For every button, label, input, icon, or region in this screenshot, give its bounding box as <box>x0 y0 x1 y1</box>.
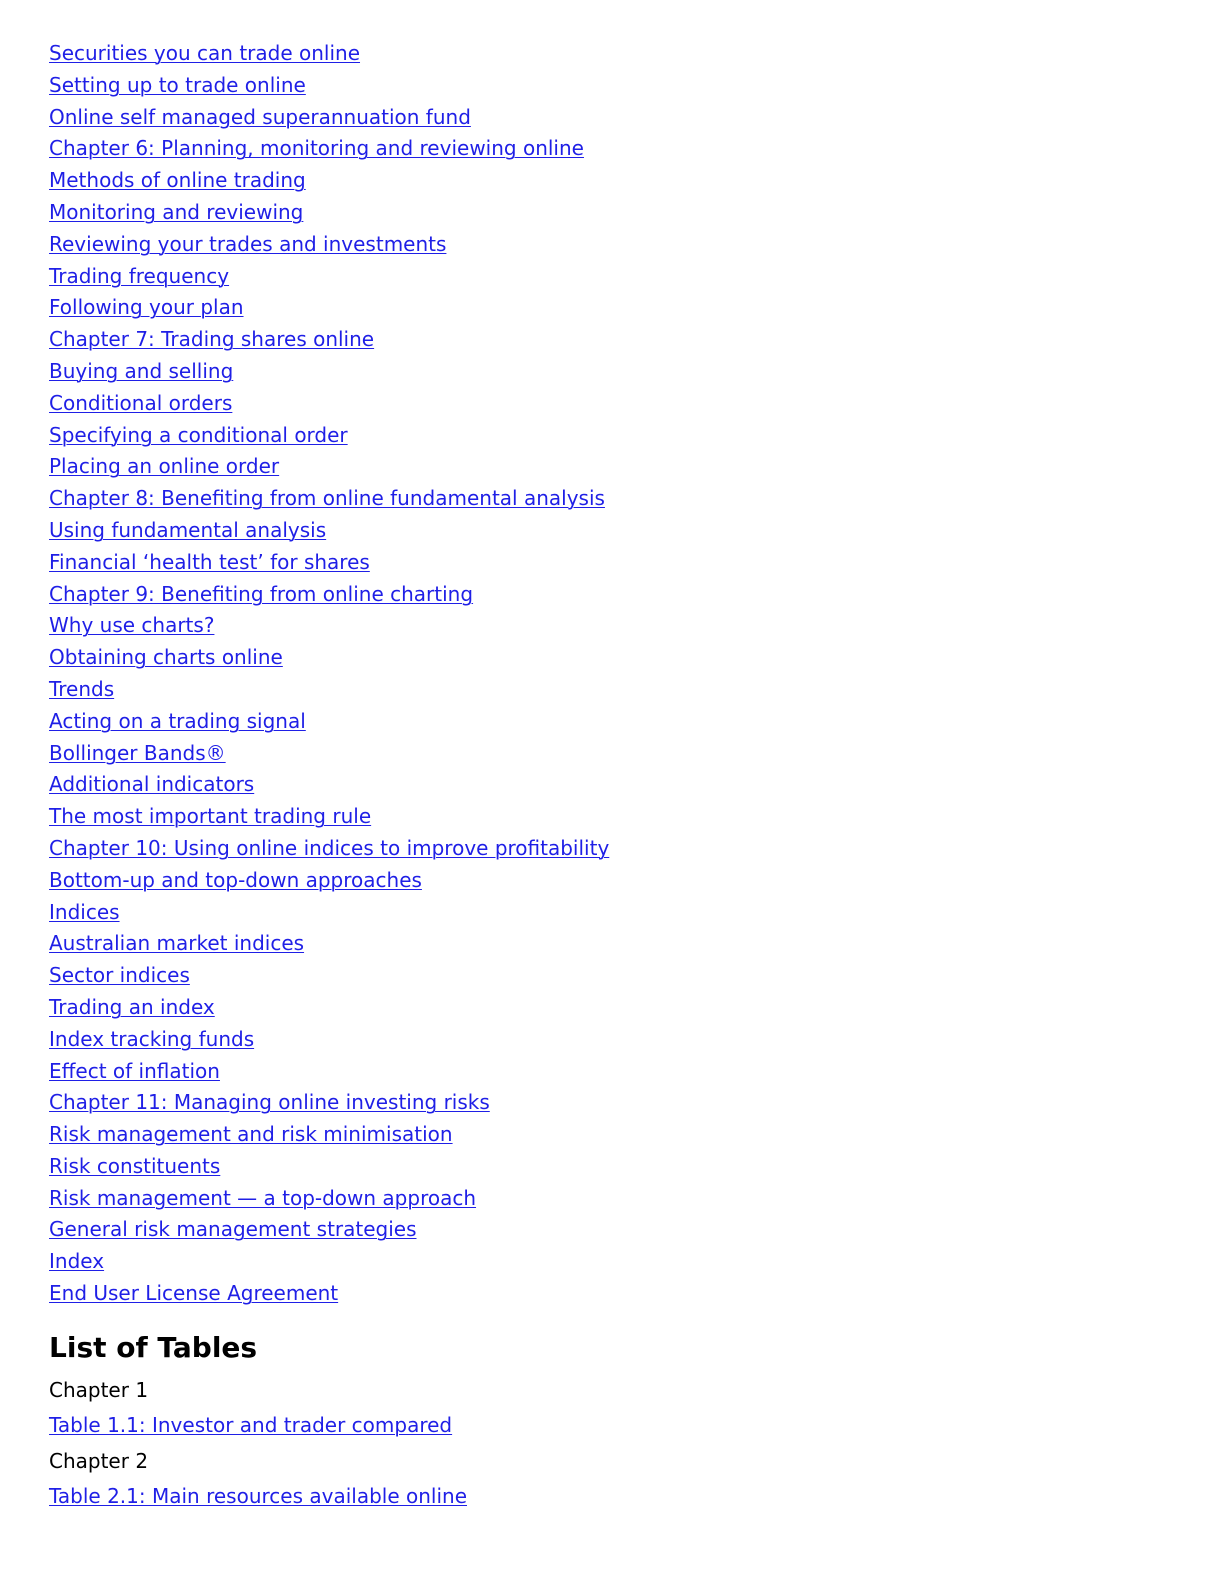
toc-link[interactable]: Chapter 9: Benefiting from online charting <box>49 581 474 606</box>
toc-item <box>49 388 1169 420</box>
toc-item <box>49 769 1169 801</box>
toc-link[interactable]: End User License Agreement <box>49 1281 339 1306</box>
toc-link[interactable]: Securities you can trade online <box>49 41 361 65</box>
toc-link[interactable]: Setting up to trade online <box>49 72 306 97</box>
toc-link[interactable]: Using fundamental analysis <box>49 517 327 542</box>
toc-link[interactable]: Chapter 8: Benefiting from online fundamental analysis <box>49 486 605 511</box>
document-page <box>49 38 1169 1515</box>
table-list-item <box>49 1479 1169 1515</box>
toc-item <box>49 1056 1169 1088</box>
toc-link[interactable]: Conditional orders <box>49 390 233 415</box>
toc-link[interactable]: Financial ‘health test’ for shares <box>49 549 370 574</box>
toc-item <box>49 579 1169 611</box>
toc-item <box>49 1214 1169 1246</box>
toc-item <box>49 928 1169 960</box>
toc-item <box>49 261 1169 293</box>
toc-link[interactable]: Monitoring and reviewing <box>49 199 304 224</box>
toc-link[interactable]: Trading frequency <box>49 263 230 288</box>
toc-item <box>49 992 1169 1024</box>
toc-link[interactable]: Why use charts? <box>49 613 215 638</box>
toc-link[interactable]: Trading an index <box>49 994 215 1019</box>
toc-link[interactable]: Chapter 10: Using online indices to improve profitability <box>49 835 610 860</box>
toc-link[interactable]: Following your plan <box>49 295 244 320</box>
toc-item <box>49 738 1169 770</box>
toc-item <box>49 1151 1169 1183</box>
toc-link[interactable]: Online self managed superannuation fund <box>49 104 471 129</box>
toc-item <box>49 1278 1169 1310</box>
toc-link[interactable]: The most important trading rule <box>49 804 372 829</box>
toc-link[interactable]: Sector indices <box>49 963 190 988</box>
toc-item <box>49 1183 1169 1215</box>
toc-item <box>49 1024 1169 1056</box>
toc-link[interactable]: Risk management and risk minimisation <box>49 1122 453 1147</box>
toc-item <box>49 674 1169 706</box>
toc-item <box>49 133 1169 165</box>
toc-link[interactable]: Chapter 6: Planning, monitoring and reviewing online <box>49 136 584 161</box>
toc-item <box>49 960 1169 992</box>
toc-item <box>49 102 1169 134</box>
table-link[interactable]: Table 2.1: Main resources available online <box>49 1484 467 1509</box>
toc-link[interactable]: Indices <box>49 899 120 924</box>
toc-link[interactable]: Australian market indices <box>49 931 305 956</box>
toc-link[interactable]: Index <box>49 1249 105 1274</box>
toc-item <box>49 1246 1169 1278</box>
toc-item <box>49 165 1169 197</box>
toc-link[interactable]: Specifying a conditional order <box>49 422 348 447</box>
toc-item <box>49 1119 1169 1151</box>
chapter-label: Chapter 1 <box>49 1377 149 1402</box>
toc-item <box>49 324 1169 356</box>
toc-link[interactable]: Trends <box>49 676 115 701</box>
toc-item <box>49 610 1169 642</box>
toc-link[interactable]: Methods of online trading <box>49 168 306 193</box>
toc-link[interactable]: Reviewing your trades and investments <box>49 231 447 256</box>
toc-link[interactable]: Additional indicators <box>49 772 255 797</box>
toc-item <box>49 197 1169 229</box>
toc-link[interactable]: Chapter 11: Managing online investing risks <box>49 1090 490 1115</box>
toc-item <box>49 451 1169 483</box>
toc-item <box>49 801 1169 833</box>
toc-link[interactable]: Buying and selling <box>49 358 234 383</box>
toc-link[interactable]: Index tracking funds <box>49 1026 255 1051</box>
toc-item <box>49 292 1169 324</box>
toc-link[interactable]: Effect of inflation <box>49 1058 220 1083</box>
toc-link[interactable]: Bottom-up and top-down approaches <box>49 867 422 892</box>
table-list-item <box>49 1408 1169 1444</box>
toc-item <box>49 865 1169 897</box>
toc-item <box>49 420 1169 452</box>
chapter-label: Chapter 2 <box>49 1449 149 1474</box>
toc-item <box>49 515 1169 547</box>
toc-item <box>49 547 1169 579</box>
toc-item <box>49 642 1169 674</box>
table-of-contents <box>49 38 1169 1310</box>
toc-item <box>49 70 1169 102</box>
toc-item <box>49 706 1169 738</box>
toc-link[interactable]: Placing an online order <box>49 454 280 479</box>
toc-link[interactable]: Acting on a trading signal <box>49 708 306 733</box>
toc-link[interactable]: Bollinger Bands® <box>49 740 226 765</box>
toc-item <box>49 897 1169 929</box>
toc-link[interactable]: General risk management strategies <box>49 1217 417 1242</box>
toc-item <box>49 38 1169 70</box>
toc-link[interactable]: Obtaining charts online <box>49 645 283 670</box>
toc-link[interactable]: Risk constituents <box>49 1153 221 1178</box>
list-of-tables-heading: List of Tables <box>49 1330 258 1364</box>
toc-item <box>49 483 1169 515</box>
toc-link[interactable]: Risk management — a top-down approach <box>49 1185 477 1210</box>
toc-item <box>49 356 1169 388</box>
toc-link[interactable]: Chapter 7: Trading shares online <box>49 327 375 352</box>
table-link[interactable]: Table 1.1: Investor and trader compared <box>49 1412 453 1437</box>
toc-item <box>49 833 1169 865</box>
toc-item <box>49 1087 1169 1119</box>
toc-item <box>49 229 1169 261</box>
list-of-tables <box>49 1372 1169 1515</box>
